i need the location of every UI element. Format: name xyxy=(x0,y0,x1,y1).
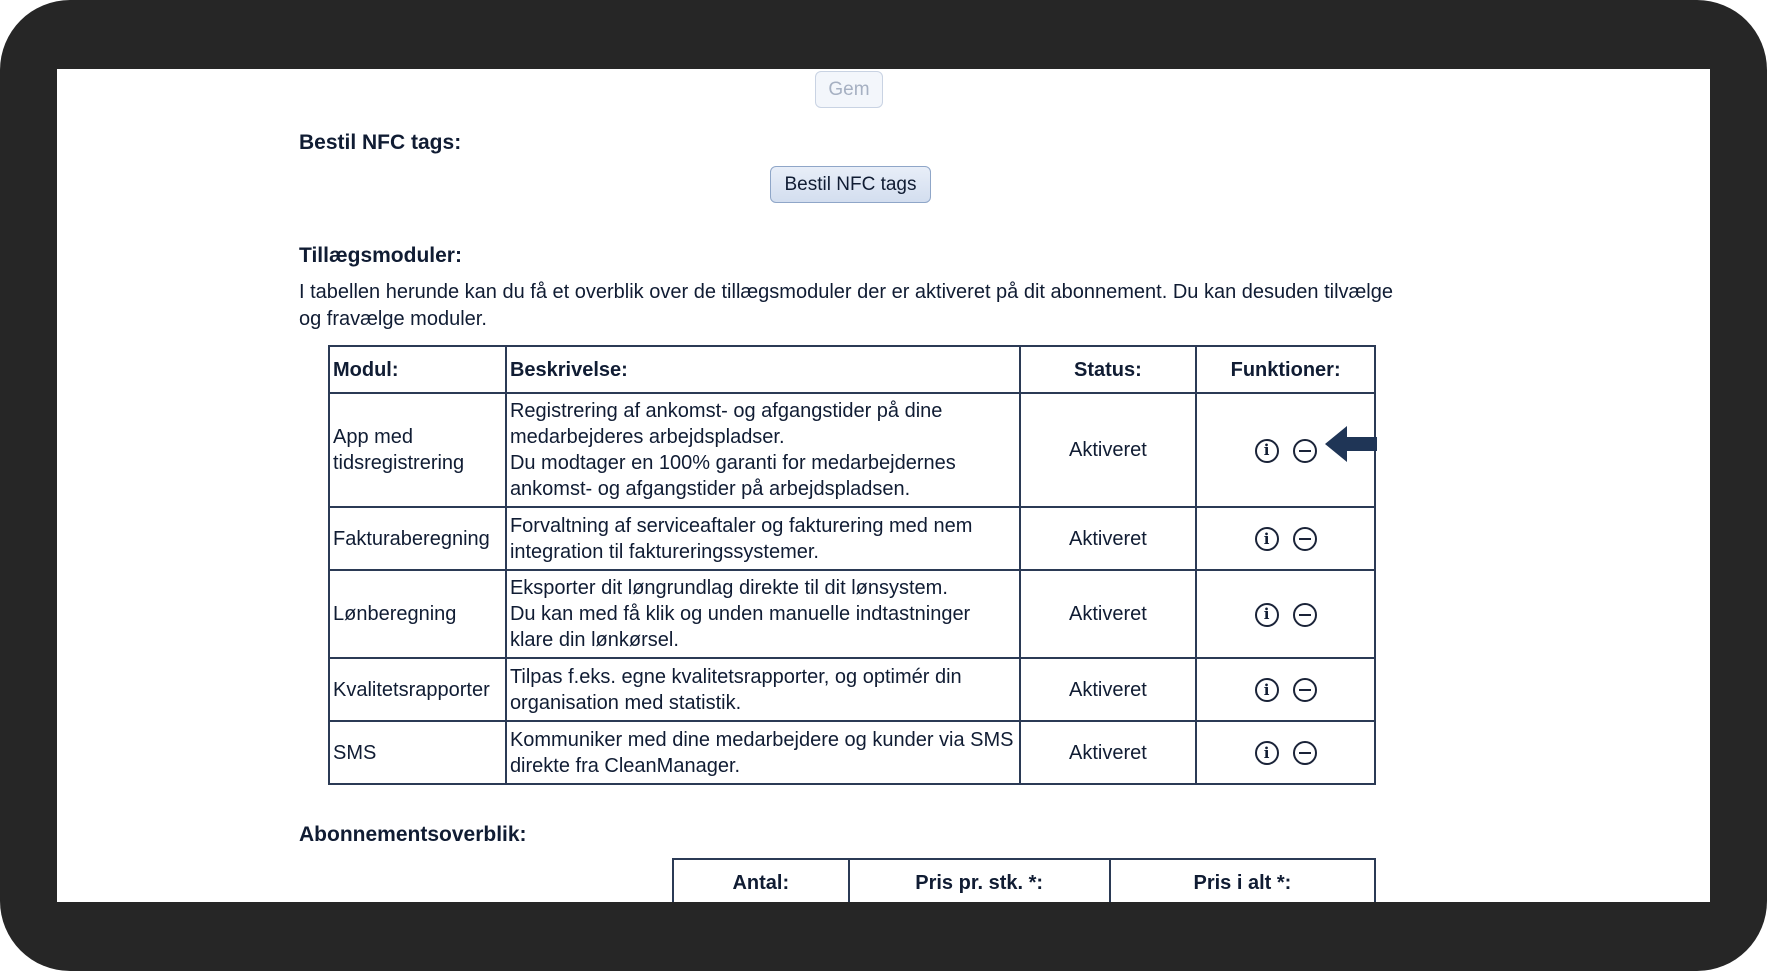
module-status: Aktiveret xyxy=(1020,570,1197,658)
header-functions: Funktioner: xyxy=(1196,346,1375,393)
modules-section-title: Tillægsmoduler: xyxy=(299,244,462,267)
arrow-left-shape xyxy=(1325,426,1377,462)
arrow-left-icon xyxy=(1323,424,1379,464)
header-unit-price: Pris pr. stk. *: xyxy=(849,859,1110,902)
module-name: Fakturaberegning xyxy=(329,507,506,570)
header-total-price: Pris i alt *: xyxy=(1110,859,1375,902)
table-row xyxy=(329,393,1375,507)
modules-table-header xyxy=(329,346,1375,393)
save-button[interactable]: Gem xyxy=(815,71,883,108)
subscription-table xyxy=(672,858,1376,902)
remove-icon[interactable] xyxy=(1293,678,1317,702)
remove-icon[interactable] xyxy=(1293,439,1317,463)
page-viewport xyxy=(57,69,1710,902)
order-nfc-tags-button[interactable]: Bestil NFC tags xyxy=(770,166,931,203)
module-status: Aktiveret xyxy=(1020,721,1197,784)
table-row xyxy=(329,721,1375,784)
header-quantity: Antal: xyxy=(673,859,849,902)
module-name: SMS xyxy=(329,721,506,784)
modules-intro-text: I tabellen herunde kan du få et overblik over de tillægsmoduler der er aktiveret på dit abonnement. Du kan desuden tilvælge og fravælge moduler. xyxy=(299,281,1393,330)
module-name: App med tidsregistrering xyxy=(329,393,506,507)
module-functions xyxy=(1196,507,1375,570)
module-functions xyxy=(1196,721,1375,784)
info-icon[interactable]: i xyxy=(1255,527,1279,551)
module-description: Tilpas f.eks. egne kvalitetsrapporter, og optimér din organisation med statistik. xyxy=(506,658,1020,721)
subscription-section-title: Abonnementsoverblik: xyxy=(299,823,527,846)
module-functions xyxy=(1196,570,1375,658)
module-description: Kommuniker med dine medarbejdere og kunder via SMS direkte fra CleanManager. xyxy=(506,721,1020,784)
header-description: Beskrivelse: xyxy=(506,346,1020,393)
module-status: Aktiveret xyxy=(1020,507,1197,570)
info-icon[interactable]: i xyxy=(1255,741,1279,765)
module-name: Lønberegning xyxy=(329,570,506,658)
module-status: Aktiveret xyxy=(1020,393,1197,507)
info-icon[interactable]: i xyxy=(1255,603,1279,627)
subscription-table-header xyxy=(673,859,1375,902)
module-description: Registrering af ankomst- og afgangstider på dine medarbejderes arbejdspladser. Du modtager en 100% garanti for medarbejdernes ankomst- og afgangstider på arbejdspladsen. xyxy=(506,393,1020,507)
module-description: Forvaltning af serviceaftaler og fakturering med nem integration til faktureringssystemer. xyxy=(506,507,1020,570)
table-row xyxy=(329,658,1375,721)
module-status: Aktiveret xyxy=(1020,658,1197,721)
info-icon[interactable]: i xyxy=(1255,678,1279,702)
table-row xyxy=(329,507,1375,570)
module-description: Eksporter dit løngrundlag direkte til dit lønsystem. Du kan med få klik og unden manuelle indtastninger klare din lønkørsel. xyxy=(506,570,1020,658)
module-name: Kvalitetsrapporter xyxy=(329,658,506,721)
module-functions xyxy=(1196,658,1375,721)
nfc-section-title: Bestil NFC tags: xyxy=(299,131,462,154)
remove-icon[interactable] xyxy=(1293,741,1317,765)
remove-icon[interactable] xyxy=(1293,603,1317,627)
table-row xyxy=(329,570,1375,658)
header-status: Status: xyxy=(1020,346,1197,393)
remove-icon[interactable] xyxy=(1293,527,1317,551)
modules-table xyxy=(328,345,1376,785)
header-module: Modul: xyxy=(329,346,506,393)
info-icon[interactable]: i xyxy=(1255,439,1279,463)
